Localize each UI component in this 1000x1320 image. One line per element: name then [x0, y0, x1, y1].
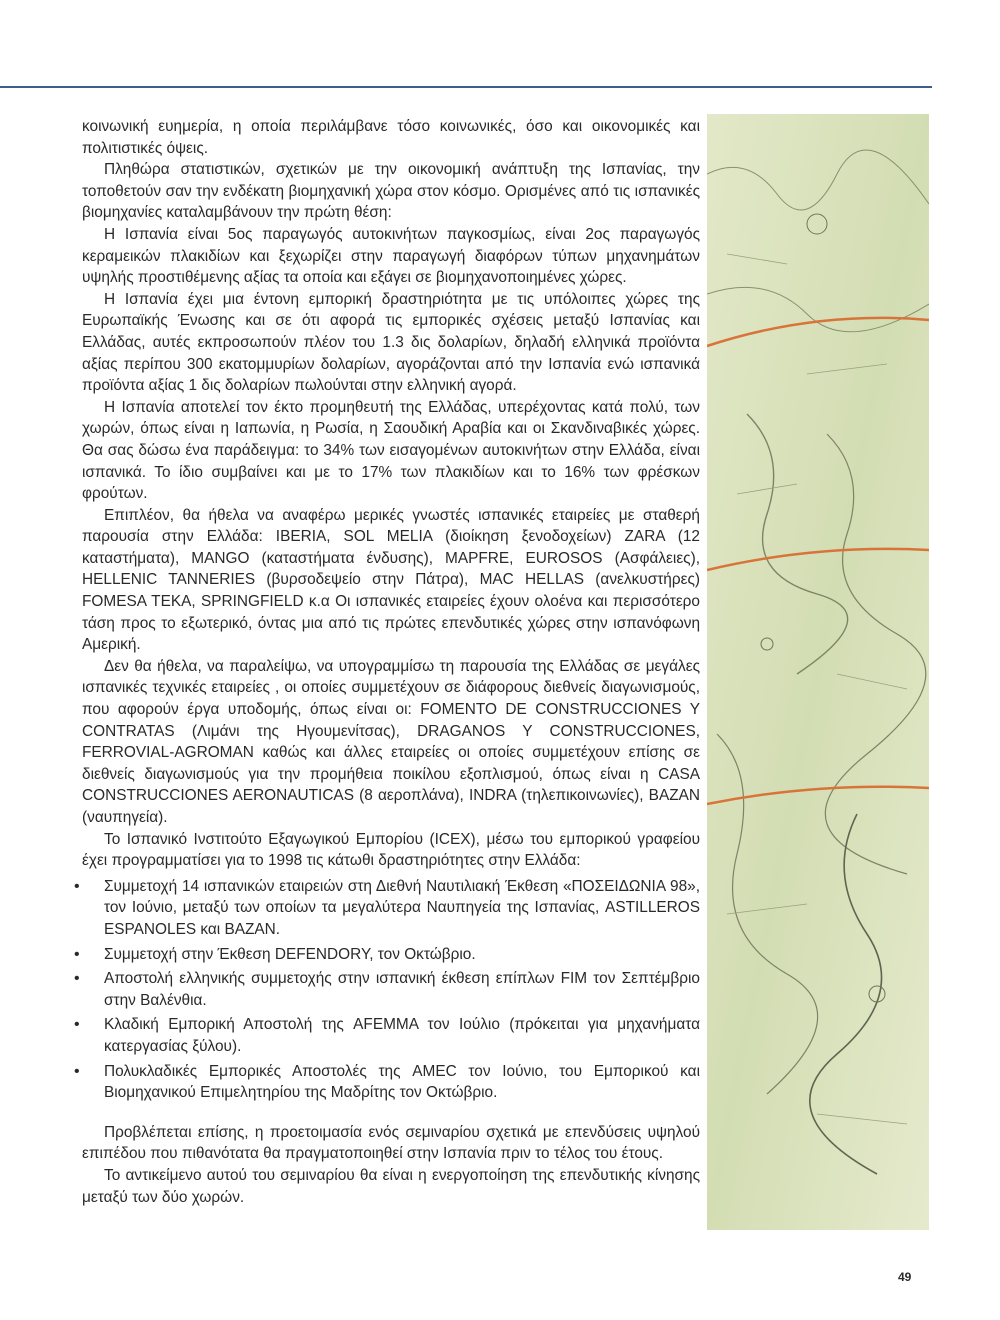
- list-item: • Κλαδική Εμπορική Αποστολή της AFEMMA τον Ιούλιο (πρόκειται για μηχανήματα κατεργασίας ξύλου).: [82, 1014, 700, 1057]
- paragraph-7: Δεν θα ήθελα, να παραλείψω, να υπογραμμίσω τη παρουσία της Ελλάδας σε μεγάλες ισπανικές τεχνικές εταιρείες , οι οποίες συμμετέχουν σε διάφορους διεθνείς διαγωνισμούς, που αφορούν έργα υποδομής, όπως είναι οι: FOMENTO DE CONSTRUCCIONES Y CONTRATAS (Λιμάνι της Ηγουμενίτσας), DRAGANOS Y CONSTRUCCIONES, FERROVIAL-AGROMAN καθώς και άλλες εταιρείες οι οποίες συμμετέχουν επίσης σε διεθνείς διαγωνισμούς για την προμήθεια ποικίλου εξοπλισμού, όπως είναι η CASA CONSTRUCCIONES AERONAUTICAS (8 αεροπλάνα), INDRA (τηλεπικοινωνίες), BAZAN (ναυπηγεία).: [82, 657, 700, 826]
- list-item: • Πολυκλαδικές Εμπορικές Αποστολές της AMEC τον Ιούνιο, του Εμπορικού και Βιομηχανικού Επιμελητηρίου της Μαδρίτης τον Οκτώβριο.: [82, 1061, 700, 1104]
- paragraph-1: κοινωνική ευημερία, η οποία περιλάμβανε τόσο κοινωνικές, όσο και οικονομικές και πολιτιστικές όψεις.: [82, 118, 700, 157]
- header-rule: [0, 86, 932, 88]
- activities-list: [82, 876, 700, 1104]
- decorative-map-strip: [707, 114, 929, 1230]
- page-number: 49: [898, 1270, 912, 1284]
- paragraph-6: Επιπλέον, θα ήθελα να αναφέρω μερικές γνωστές ισπανικές εταιρείες με σταθερή παρουσία στην Ελλάδα: IBERIA, SOL MELIA (διοίκηση ξενοδοχείων) ZARA (12 καταστήματα), MANGO (καταστήματα ένδυσης), MAPFRE, EUROSOS (Ασφάλειες), HELLENIC TANNERIES (βυρσοδεψείο στην Πάτρα), MAC HELLAS (ανελκυστήρες) FOMESA TEKA, SPRINGFIELD κ.α Οι ισπανικές εταιρείες έχουν ολοένα και περισσότερο τάση προς το εξωτερικό, όντας μια από τις πρώτες επενδυτικές χώρες στην ισπανόφωνη Αμερική.: [82, 506, 700, 654]
- paragraph-2: Πληθώρα στατιστικών, σχετικών με την οικονομική ανάπτυξη της Ισπανίας, την τοποθετούν σαν την ενδέκατη βιομηχανική χώρα στον κόσμο. Ορισμένες από τις ισπανικές βιομηχανίες καταλαμβάνουν την πρώτη θέση:: [82, 161, 700, 222]
- paragraph-5: Η Ισπανία αποτελεί τον έκτο προμηθευτή της Ελλάδας, υπερέχοντας κατά πολύ, των χωρών, όπως είναι η Ιαπωνία, η Ρωσία, η Σαουδική Αραβία και οι Σκανδιναβικές χώρες. Θα σας δώσω ένα παράδειγμα: το 34% των εισαγομένων αυτοκινήτων στην Ελλάδα, είναι ισπανικά. Το ίδιο συμβαίνει και με το 17% των πλακιδίων και το 16% των φρέσκων φρούτων.: [82, 398, 700, 503]
- paragraph-8: Το Ισπανικό Ινστιτούτο Εξαγωγικού Εμπορίου (ICEX), μέσω του εμπορικού γραφείου έχει προγραμματίσει για το 1998 τις κάτωθι δραστηριότητες στην Ελλάδα:: [82, 830, 700, 870]
- paragraph-9: Προβλέπεται επίσης, η προετοιμασία ενός σεμιναρίου σχετικά με επενδύσεις υψηλού επιπέδου που πιθανότατα θα πραγματοποιηθεί στην Ισπανία πριν το τέλος του έτους.: [82, 1123, 700, 1163]
- list-item: • Συμμετοχή 14 ισπανικών εταιρειών στη Διεθνή Ναυτιλιακή Έκθεση «ΠΟΣΕΙΔΩΝΙΑ 98», τον Ιούνιο, μεταξύ των οποίων τα μεγαλύτερα Ναυπηγεία της Ισπανίας, ASTILLEROS ESPANOLES και BAZAN.: [82, 876, 700, 941]
- list-item: • Συμμετοχή στην Έκθεση DEFENDORY, τον Οκτώβριο.: [82, 944, 700, 966]
- paragraph-3: Η Ισπανία είναι 5ος παραγωγός αυτοκινήτων παγκοσμίως, είναι 2ος παραγωγός κεραμεικών πλακιδίων και ξεχωρίζει στην παραγωγή διαφόρων τύπων μηχανημάτων υψηλής προστιθέμενης αξίας τα οποία και εξάγει σε βιομηχανοποιημένες χώρες.: [82, 225, 700, 287]
- paragraph-10: Το αντικείμενο αυτού του σεμιναρίου θα είναι η ενεργοποίηση της επενδυτικής κίνησης μεταξύ των δύο χωρών.: [82, 1166, 700, 1206]
- paragraph-4: Η Ισπανία έχει μια έντονη εμπορική δραστηριότητα με τις υπόλοιπες χώρες της Ευρωπαϊκής Ένωσης και σε ότι αφορά τις εμπορικές σχέσεις μεταξύ Ισπανίας και Ελλάδας, αυτές εκπροσωπούν πλέον του 1.3 δις δολαρίων, δηλαδή ελληνικά προϊόντα αξίας περίπου 300 εκατομμυρίων δολαρίων, αγοράζονται από την Ισπανία ενώ ισπανικά προϊόντα αξίας 1 δις δολαρίων πωλούνται στην ελληνική αγορά.: [82, 290, 700, 395]
- article-body: [82, 116, 700, 1208]
- list-item: • Αποστολή ελληνικής συμμετοχής στην ισπανική έκθεση επίπλων FIM τον Σεπτέμβριο στην Βαλένθια.: [82, 968, 700, 1011]
